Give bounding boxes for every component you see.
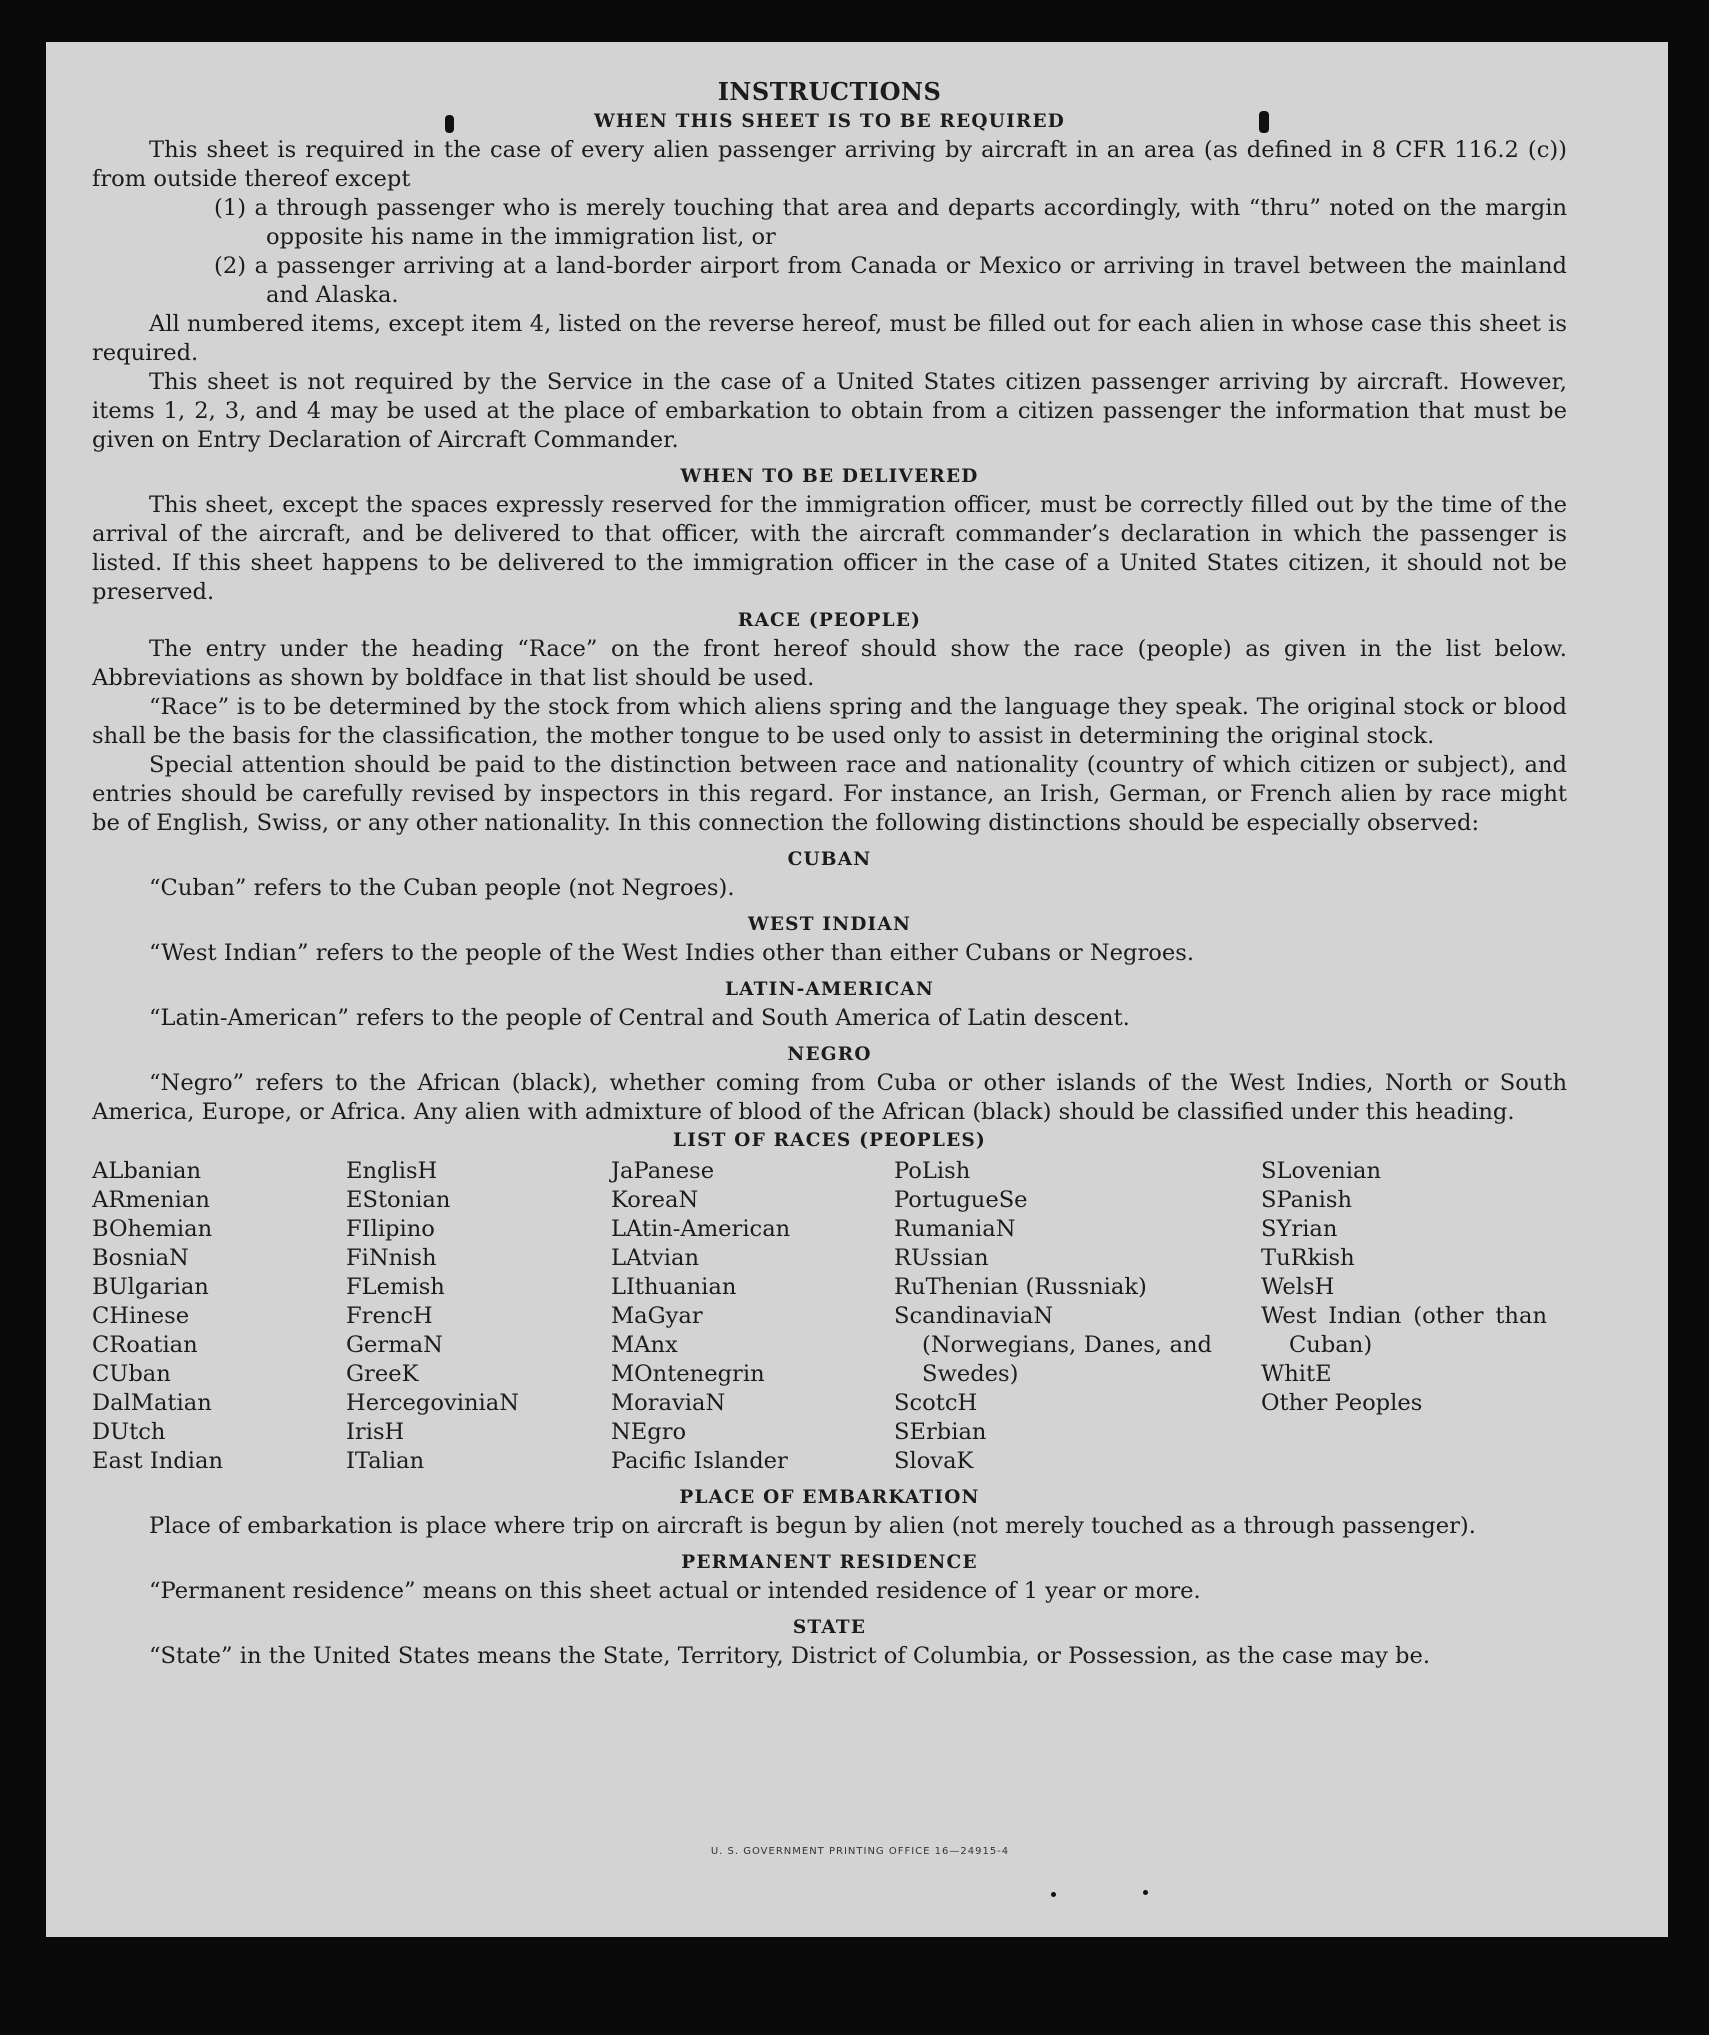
race-entry: SPanish	[1261, 1187, 1353, 1213]
race-entry: ALbanian	[92, 1158, 202, 1184]
race-entry: MOntenegrin	[611, 1361, 765, 1387]
paragraph: “Latin-American” refers to the people of Central and South America of Latin descent.	[149, 1005, 1130, 1031]
section-heading: STATE	[792, 1617, 867, 1638]
section-heading: LATIN-AMERICAN	[724, 979, 935, 1000]
race-entry: BOhemian	[92, 1216, 213, 1242]
section-heading: PLACE OF EMBARKATION	[679, 1487, 980, 1508]
race-entry: RUssian	[894, 1245, 989, 1271]
races-column-4	[894, 1157, 1261, 1476]
section-heading: PERMANENT RESIDENCE	[681, 1552, 978, 1573]
race-entry: FLemish	[346, 1274, 445, 1300]
race-entry: JaPanese	[611, 1158, 715, 1184]
races-list	[92, 1157, 1567, 1476]
race-entry: KoreaN	[611, 1187, 699, 1213]
section-heading: WHEN THIS SHEET IS TO BE REQUIRED	[593, 111, 1066, 132]
race-entry: SYrian	[1261, 1216, 1338, 1242]
race-entry: CRoatian	[92, 1332, 198, 1358]
printing-office-footer: U. S. GOVERNMENT PRINTING OFFICE 16—24915-4	[710, 1846, 1010, 1857]
race-entry: BUlgarian	[92, 1274, 209, 1300]
race-entry: DUtch	[92, 1419, 166, 1445]
race-entry: SErbian	[894, 1419, 987, 1445]
race-entry: MAnx	[611, 1332, 678, 1358]
section-heading: RACE (PEOPLE)	[737, 610, 922, 631]
list-item: (2) a passenger arriving at a land-border airport from Canada or Mexico or arriving in travel between the mainland and Alaska.	[214, 253, 1567, 308]
paragraph: “West Indian” refers to the people of the West Indies other than either Cubans or Negroes.	[149, 940, 1195, 966]
list-item: (1) a through passenger who is merely touching that area and departs accordingly, with “thru” noted on the margin opposite his name in the immigration list, or	[214, 195, 1567, 250]
race-entry: HercegoviniaN	[346, 1390, 519, 1416]
section-heading: CUBAN	[787, 849, 872, 870]
race-entry: ARmenian	[92, 1187, 210, 1213]
race-entry: Other Peoples	[1261, 1390, 1423, 1416]
dot-mark	[1143, 1890, 1148, 1895]
paragraph: “Permanent residence” means on this sheet actual or intended residence of 1 year or more.	[149, 1578, 1201, 1604]
race-entry: BosniaN	[92, 1245, 189, 1271]
section-heading: WEST INDIAN	[747, 914, 912, 935]
race-entry: SlovaK	[894, 1448, 974, 1474]
paragraph: “Cuban” refers to the Cuban people (not Negroes).	[149, 875, 735, 901]
section-heading: LIST OF RACES (PEOPLES)	[673, 1130, 986, 1151]
paragraph: “Negro” refers to the African (black), whether coming from Cuba or other islands of the West Indies, North or South America, Europe, or Africa. Any alien with admixture of blood of the African (black) should be classified under this heading.	[92, 1070, 1567, 1125]
race-entry: IrisH	[346, 1419, 405, 1445]
paragraph: The entry under the heading “Race” on the front hereof should show the race (people) as given in the list below. Abbreviations as shown by boldface in that list should be used.	[92, 636, 1567, 691]
race-entry: ScandinaviaN (Norwegians, Danes, and Swedes)	[894, 1303, 1212, 1387]
race-entry: DalMatian	[92, 1390, 212, 1416]
race-entry: SLovenian	[1261, 1158, 1382, 1184]
race-entry: WhitE	[1261, 1361, 1332, 1387]
race-entry: MaGyar	[611, 1303, 703, 1329]
paragraph: Special attention should be paid to the distinction between race and nationality (country of which citizen or subject), and entries should be carefully revised by inspectors in this regard. For instance, an Irish, German, or French alien by race might be of English, Swiss, or any other nationality. In this connection the following distinctions should be especially observed:	[92, 752, 1567, 836]
race-entry: Pacific Islander	[611, 1448, 788, 1474]
section-heading: WHEN TO BE DELIVERED	[680, 466, 979, 487]
race-entry: RumaniaN	[894, 1216, 1016, 1242]
race-entry: EnglisH	[346, 1158, 438, 1184]
races-column-2	[346, 1157, 611, 1476]
race-entry: CHinese	[92, 1303, 190, 1329]
race-entry: EStonian	[346, 1187, 451, 1213]
paragraph: All numbered items, except item 4, listed on the reverse hereof, must be filled out for each alien in whose case this sheet is required.	[92, 311, 1567, 366]
race-entry: RuThenian (Russniak)	[894, 1274, 1147, 1300]
race-entry: FIlipino	[346, 1216, 435, 1242]
race-entry: ScotcH	[894, 1390, 978, 1416]
paragraph: “Race” is to be determined by the stock from which aliens spring and the language they speak. The original stock or blood shall be the basis for the classification, the mother tongue to be used only to assist in determining the original stock.	[92, 694, 1567, 749]
race-entry: GreeK	[346, 1361, 419, 1387]
paragraph: This sheet is required in the case of every alien passenger arriving by aircraft in an area (as defined in 8 CFR 116.2 (c)) from outside thereof except	[92, 137, 1567, 192]
race-entry: WelsH	[1261, 1274, 1335, 1300]
races-column-5	[1261, 1157, 1567, 1476]
paragraph: Place of embarkation is place where trip on aircraft is begun by alien (not merely touched as a through passenger).	[149, 1513, 1476, 1539]
race-entry: PoLish	[894, 1158, 971, 1184]
race-entry: LAtvian	[611, 1245, 700, 1271]
race-entry: FrencH	[346, 1303, 433, 1329]
races-column-3	[611, 1157, 894, 1476]
race-entry: CUban	[92, 1361, 171, 1387]
section-heading: NEGRO	[787, 1044, 872, 1065]
paragraph: This sheet, except the spaces expressly reserved for the immigration officer, must be correctly filled out by the time of the arrival of the aircraft, and be delivered to that officer, with the aircraft commander’s declaration in which the passenger is listed. If this sheet happens to be delivered to the immigration officer in the case of a United States citizen, it should not be preserved.	[92, 492, 1567, 605]
race-entry: NEgro	[611, 1419, 687, 1445]
instructions-content	[92, 76, 1567, 1671]
races-column-1	[92, 1157, 346, 1476]
page-title: INSTRUCTIONS	[717, 77, 942, 106]
race-entry: MoraviaN	[611, 1390, 726, 1416]
race-entry: GermaN	[346, 1332, 443, 1358]
race-entry: PortugueSe	[894, 1187, 1028, 1213]
race-entry: FiNnish	[346, 1245, 437, 1271]
paragraph: This sheet is not required by the Service in the case of a United States citizen passenger arriving by aircraft. However, items 1, 2, 3, and 4 may be used at the place of embarkation to obtain from a citizen passenger the information that must be given on Entry Declaration of Aircraft Commander.	[92, 369, 1567, 453]
race-entry: East Indian	[92, 1448, 224, 1474]
race-entry: TuRkish	[1261, 1245, 1355, 1271]
race-entry: West Indian (other than Cuban)	[1261, 1303, 1547, 1358]
race-entry: LIthuanian	[611, 1274, 737, 1300]
race-entry: LAtin-American	[611, 1216, 791, 1242]
paragraph: “State” in the United States means the State, Territory, District of Columbia, or Possession, as the case may be.	[149, 1643, 1431, 1669]
dot-mark	[1051, 1892, 1056, 1897]
race-entry: ITalian	[346, 1448, 425, 1474]
